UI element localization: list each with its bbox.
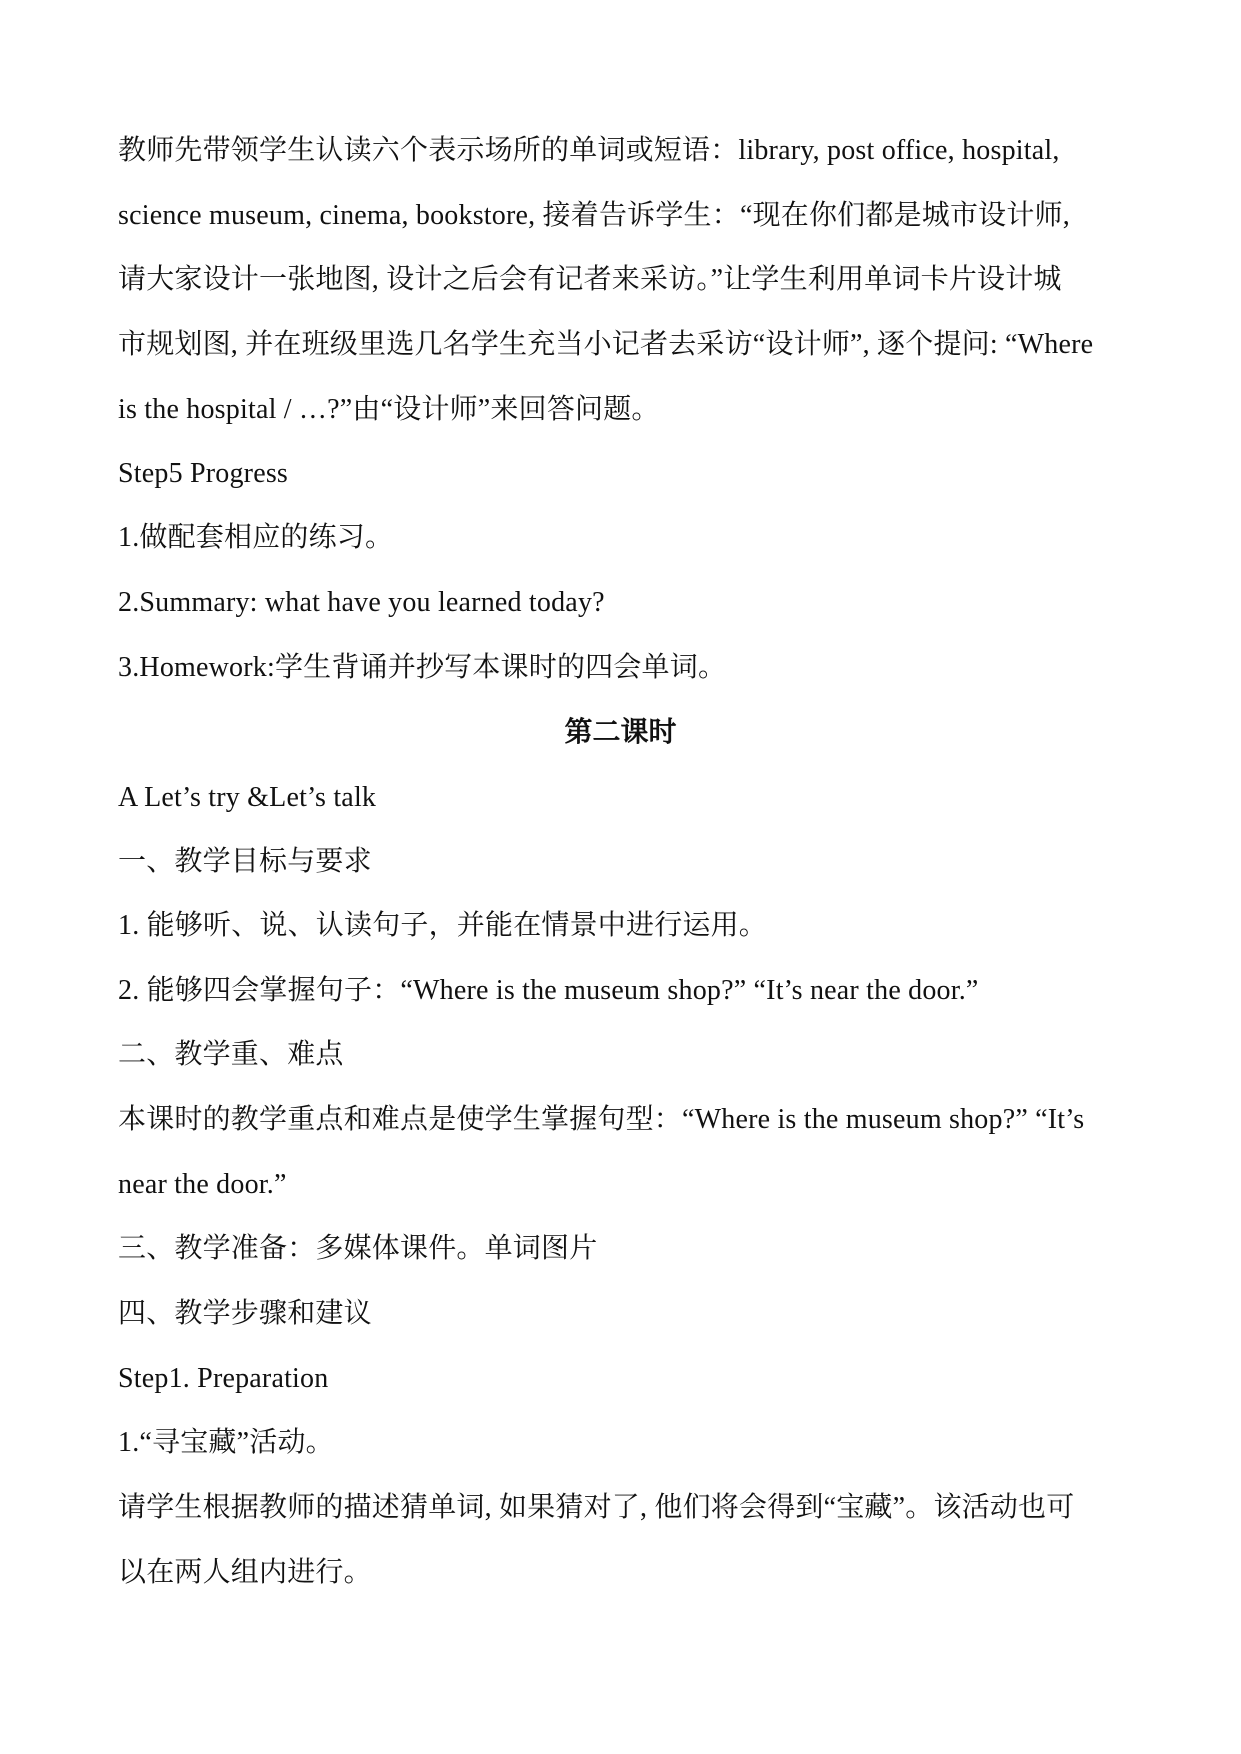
paragraph-line: 本课时的教学重点和难点是使学生掌握句型：“Where is the museum shop?” “It’s [118,1104,1085,1135]
list-item: 1. 能够听、说、认读句子，并能在情景中进行运用。 [118,910,768,941]
paragraph-line: 请学生根据教师的描述猜单词, 如果猜对了, 他们将会得到“宝藏”。该活动也可 [118,1492,1075,1523]
section-heading: 三、教学准备：多媒体课件。单词图片 [118,1233,598,1264]
paragraph-line: science museum, cinema, bookstore, 接着告诉学生：“现在你们都是城市设计师, [118,200,1070,231]
list-item: 2. 能够四会掌握句子：“Where is the museum shop?” “It’s near the door.” [118,975,979,1006]
paragraph-line: near the door.” [118,1169,287,1200]
step-heading: Step5 Progress [118,458,289,489]
list-item: 3.Homework:学生背诵并抄写本课时的四会单词。 [118,652,727,683]
paragraph-line: 市规划图, 并在班级里选几名学生充当小记者去采访“设计师”, 逐个提问: “Where [118,329,1094,360]
list-item: 1.“寻宝藏”活动。 [118,1427,334,1458]
section-title: 第二课时 [564,717,677,748]
list-item: 1.做配套相应的练习。 [118,522,394,553]
section-heading: 二、教学重、难点 [118,1039,344,1070]
paragraph-line: is the hospital / …?”由“设计师”来回答问题。 [118,394,660,425]
lesson-title: A Let’s try &Let’s talk [118,782,377,813]
section-heading: 四、教学步骤和建议 [118,1298,372,1329]
section-heading: 一、教学目标与要求 [118,846,372,877]
paragraph-line: 请大家设计一张地图, 设计之后会有记者来采访。”让学生利用单词卡片设计城 [118,264,1062,295]
step-heading: Step1. Preparation [118,1363,329,1394]
paragraph-line: 以在两人组内进行。 [118,1557,372,1588]
paragraph-line: 教师先带领学生认读六个表示场所的单词或短语：library, post office, hospital, [118,135,1060,166]
list-item: 2.Summary: what have you learned today? [118,587,605,618]
